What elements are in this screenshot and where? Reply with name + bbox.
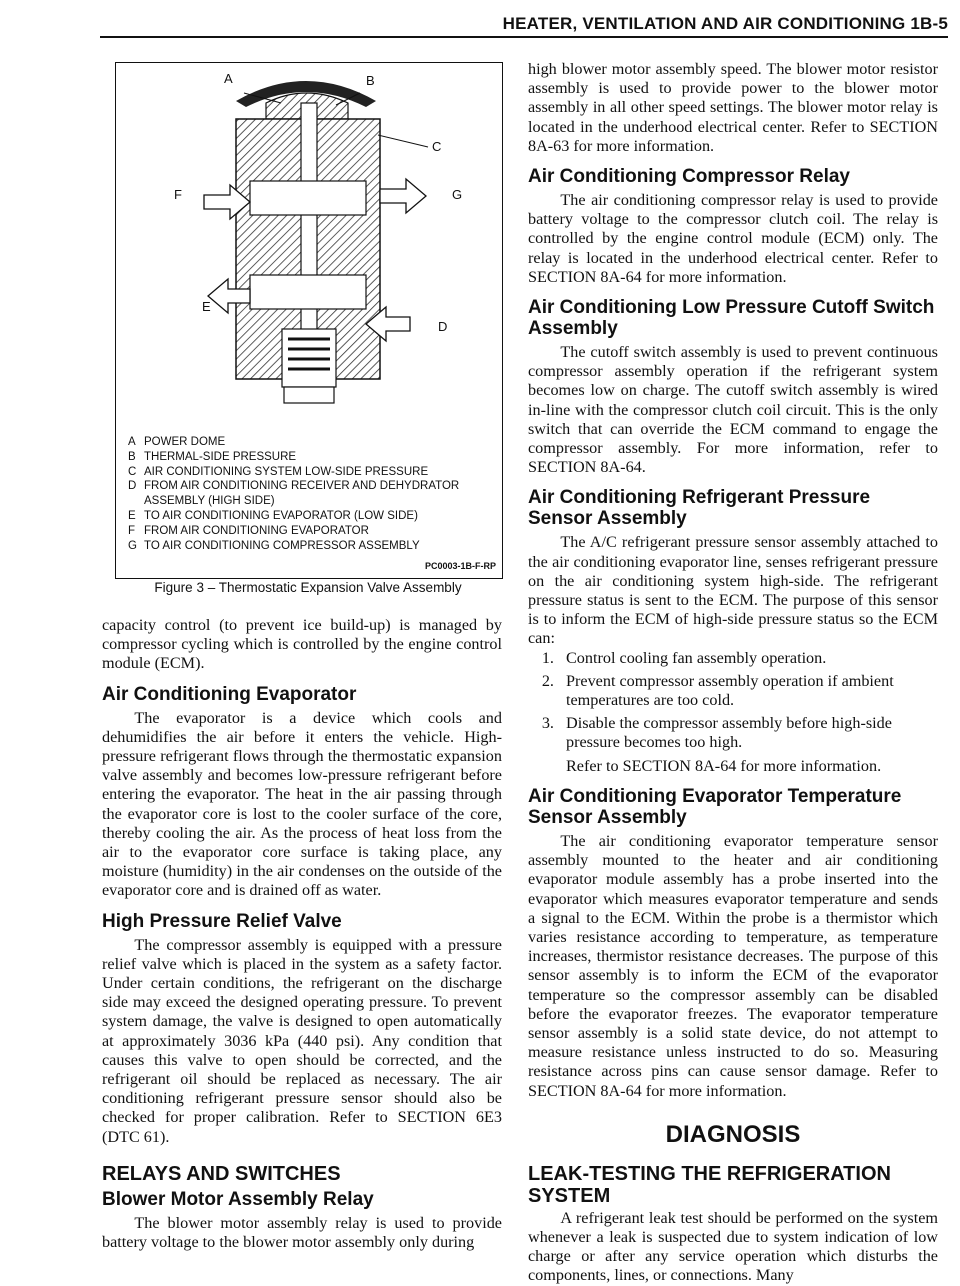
label-d: D — [438, 319, 448, 334]
label-c: C — [432, 139, 442, 154]
figure-expansion-valve — [115, 62, 503, 579]
label-e: E — [202, 299, 211, 314]
paragraph: A refrigerant leak test should be performed on the system whenever a leak is suspected due to system indication of low charge or after any service operation which disturbs the components, lines, or connections. Many — [528, 1208, 938, 1285]
expansion-valve-diagram — [116, 63, 500, 428]
label-a: A — [224, 71, 233, 86]
heading-pressure-sensor: Air Conditioning Refrigerant Pressure Sensor Assembly — [528, 487, 871, 530]
legend-row: G TO AIR CONDITIONING COMPRESSOR ASSEMBLY — [128, 539, 420, 552]
legend-row: A POWER DOME — [128, 436, 226, 448]
paragraph: high blower motor assembly speed. The blower motor resistor assembly is used to provide power to the blower motor assembly in all other speed settings. The blower motor relay is located in the underhood electrical center. Refer to SECTION 8A-63 for more information. — [528, 60, 938, 155]
paragraph: The A/C refrigerant pressure sensor assembly attached to the air conditioning evaporator line, senses refrigerant pressure on the air conditioning system high-side. The refrigerant pressure status is sent to the ECM. The purpose of this sensor is to inform the ECM of high-side pressure status so the ECM can: — [528, 533, 938, 648]
heading-relief-valve: High Pressure Relief Valve — [102, 910, 342, 932]
figure-code: PC0003-1B-F-RP — [424, 561, 496, 572]
header-title: HEATER, VENTILATION AND AIR CONDITIONING 1B-5 — [502, 14, 948, 33]
heading-diagnosis: DIAGNOSIS — [665, 1120, 801, 1148]
arrow-g — [380, 179, 426, 213]
paragraph: The evaporator is a device which cools and dehumidifies the air before it enters the vehicle. High-pressure refrigerant flows through the thermostatic expansion valve assembly and becomes low-pressure refrigerant before entering the evaporator. The heat in the air passing through the evaporator core is lost to the cooler surface of the core, thereby cooling the air. As the process of heat loss from the air to the evaporator core surface is taking place, any moisture (humidity) in the air condenses on the outside of the evaporator core and is drained off as water. — [102, 708, 502, 900]
list-item: 2. Prevent compressor assembly operation if ambient temperatures are too cold. — [558, 672, 938, 710]
list-item: 3. Disable the compressor assembly before high-side pressure becomes too high. — [558, 714, 938, 752]
paragraph: The air conditioning compressor relay is used to provide battery voltage to the compressor clutch coil. The relay is controlled by the engine control module (ECM) only. The relay is located in the underhood electrical center. Refer to SECTION 8A-64 for more information. — [528, 191, 938, 286]
list-item: 1. Control cooling fan assembly operation. — [558, 649, 938, 668]
legend-row: D FROM AIR CONDITIONING RECEIVER AND DEHYDRATOR ASSEMBLY (HIGH SIDE) — [128, 480, 460, 508]
paragraph: The air conditioning evaporator temperature sensor assembly mounted to the heater and air conditioning evaporator module assembly has a probe inserted into the evaporator which measures evaporator temperature and sends a signal to the ECM. Within the probe is a thermistor which varies resistance according to temperature, as temperature increases, thermistor resistance decreases. The purpose of this sensor assembly is to inform the ECM of the evaporator temperature so the compressor assembly can be disabled before the evaporator freezes. The evaporator temperature sensor assembly is a solid state device, do not attempt to measure resistance unless instructed to do so. Measuring resistance across pins can cause sensor damage. Refer to SECTION 8A-64 for more information. — [528, 831, 938, 1100]
heading-evaporator: Air Conditioning Evaporator — [102, 683, 357, 705]
refer-note: Refer to SECTION 8A-64 for more information. — [566, 756, 882, 775]
label-b: B — [366, 73, 375, 88]
legend-row: B THERMAL-SIDE PRESSURE — [128, 450, 297, 463]
numbered-list — [528, 649, 938, 753]
heading-cutoff-switch: Air Conditioning Low Pressure Cutoff Switch Assembly — [528, 297, 935, 340]
running-header — [100, 14, 948, 38]
heading-relays-switches: RELAYS AND SWITCHES — [102, 1162, 341, 1185]
figure-legend — [128, 435, 496, 574]
label-g: G — [452, 187, 463, 202]
paragraph: The compressor assembly is equipped with a pressure relief valve which is placed in the system as a safety factor. Under certain conditions, the refrigerant on the discharge side may exceed the designed operating pressure. To prevent system damage, the valve is designed to open automatically at approximately 3036 kPa (440 psi). Any condition that causes this valve to open should be corrected, and the refrigerant oil should be replaced as necessary. The air conditioning refrigerant pressure sensor should also be checked for proper calibration. Refer to SECTION 6E3 (DTC 61). — [102, 935, 502, 1146]
legend-row: F FROM AIR CONDITIONING EVAPORATOR — [128, 524, 369, 537]
heading-compressor-relay: Air Conditioning Compressor Relay — [528, 166, 850, 188]
legend-row: C AIR CONDITIONING SYSTEM LOW-SIDE PRESSURE — [128, 465, 429, 478]
legend-row: E TO AIR CONDITIONING EVAPORATOR (LOW SIDE) — [128, 509, 418, 522]
left-column — [102, 616, 502, 1252]
heading-blower-relay: Blower Motor Assembly Relay — [102, 1188, 374, 1210]
paragraph: The blower motor assembly relay is used to provide battery voltage to the blower motor assembly only during — [102, 1213, 502, 1252]
heading-leak-testing: LEAK-TESTING THE REFRIGERATION SYSTEM — [528, 1162, 891, 1207]
figure-caption: Figure 3 – Thermostatic Expansion Valve Assembly — [154, 580, 462, 595]
label-f: F — [174, 187, 182, 202]
paragraph: The cutoff switch assembly is used to prevent continuous compressor assembly operation if the refrigerant system becomes low on charge. The cutoff switch assembly is wired in-line with the compressor clutch coil circuit. This is the only switch that can override the ECM command to engage the compressor assembly. For more information, refer to SECTION 8A-64. — [528, 343, 938, 477]
right-column — [528, 60, 938, 1286]
paragraph: capacity control (to prevent ice build-up) is managed by compressor cycling which is controlled by the engine control module (ECM). — [102, 616, 502, 673]
heading-temp-sensor: Air Conditioning Evaporator Temperature Sensor Assembly — [528, 785, 902, 828]
